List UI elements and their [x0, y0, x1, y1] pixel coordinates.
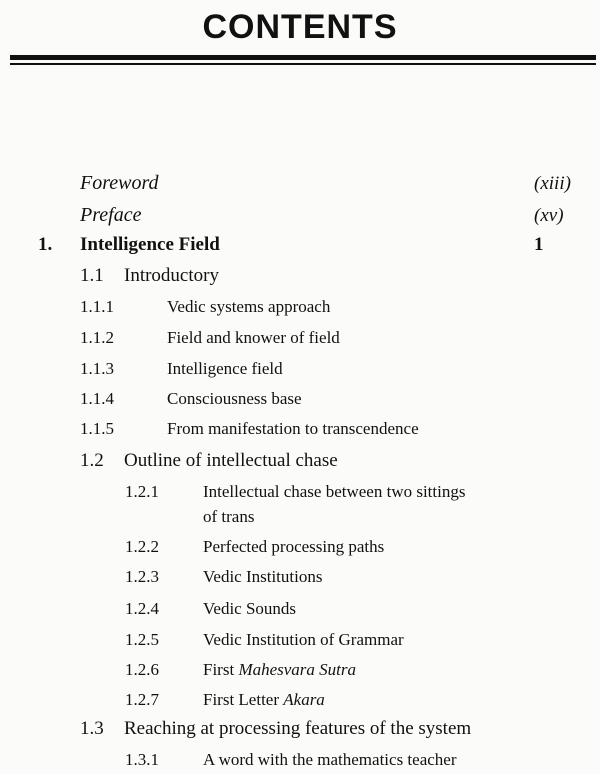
toc-entry-subsection[interactable]: Consciousness base	[167, 389, 302, 408]
toc-page-foreword: (xiii)	[534, 173, 571, 194]
subsection-number: 1.1.2	[80, 328, 114, 347]
section-number: 1.2	[80, 450, 104, 471]
subsection-number: 1.2.5	[125, 630, 159, 649]
toc-entry-subsection[interactable]	[203, 690, 325, 710]
toc-entry-section[interactable]: Introductory	[124, 265, 219, 286]
toc-page-preface: (xv)	[534, 205, 564, 226]
section-number: 1.3	[80, 718, 104, 739]
subsection-number: 1.1.4	[80, 389, 114, 408]
title-rule-thick	[10, 55, 596, 60]
subsection-number: 1.2.2	[125, 537, 159, 556]
toc-entry-subsection[interactable]: Intelligence field	[167, 359, 283, 378]
subsection-number: 1.2.3	[125, 567, 159, 586]
toc-entry-italic-term: Akara	[283, 690, 325, 709]
toc-entry-subsection[interactable]: Vedic Institution of Grammar	[203, 630, 404, 649]
toc-entry-chapter-1[interactable]: Intelligence Field	[80, 234, 220, 255]
title-rule-thin	[10, 63, 596, 65]
toc-entry-section[interactable]: Reaching at processing features of the system	[124, 718, 472, 739]
toc-entry-subsection[interactable]	[203, 660, 356, 680]
toc-entry-subsection[interactable]: Vedic systems approach	[167, 297, 331, 316]
toc-entry-subsection[interactable]: From manifestation to transcendence	[167, 419, 419, 438]
toc-entry-subsection[interactable]: Vedic Sounds	[203, 599, 297, 618]
subsection-number: 1.3.1	[125, 750, 159, 769]
toc-entry-italic-term: Mahesvara Sutra	[238, 660, 357, 679]
toc-entry-subsection-continued: of trans	[203, 507, 255, 526]
subsection-number: 1.1.1	[80, 297, 114, 316]
toc-page-chapter-1: 1	[534, 234, 544, 255]
toc-entry-preface[interactable]: Preface	[80, 204, 142, 226]
page-title: CONTENTS	[202, 8, 398, 46]
toc-entry-subsection[interactable]: A word with the mathematics teacher	[203, 750, 457, 769]
toc-entry-subsection[interactable]: Vedic Institutions	[203, 567, 323, 586]
subsection-number: 1.2.6	[125, 660, 159, 679]
toc-entry-subsection[interactable]: Field and knower of field	[167, 328, 340, 347]
subsection-number: 1.2.7	[125, 690, 159, 709]
subsection-number: 1.2.1	[125, 482, 159, 501]
subsection-number: 1.2.4	[125, 599, 159, 618]
subsection-number: 1.1.5	[80, 419, 114, 438]
toc-entry-text: First Letter	[203, 690, 284, 709]
toc-entry-foreword[interactable]: Foreword	[80, 172, 159, 194]
toc-entry-subsection[interactable]: Intellectual chase between two sittings	[203, 482, 466, 501]
subsection-number: 1.1.3	[80, 359, 114, 378]
toc-entry-subsection[interactable]: Perfected processing paths	[203, 537, 385, 556]
toc-entry-text: First	[203, 660, 239, 679]
chapter-number: 1.	[38, 234, 53, 255]
toc-entry-section[interactable]: Outline of intellectual chase	[124, 450, 338, 471]
section-number: 1.1	[80, 265, 104, 286]
